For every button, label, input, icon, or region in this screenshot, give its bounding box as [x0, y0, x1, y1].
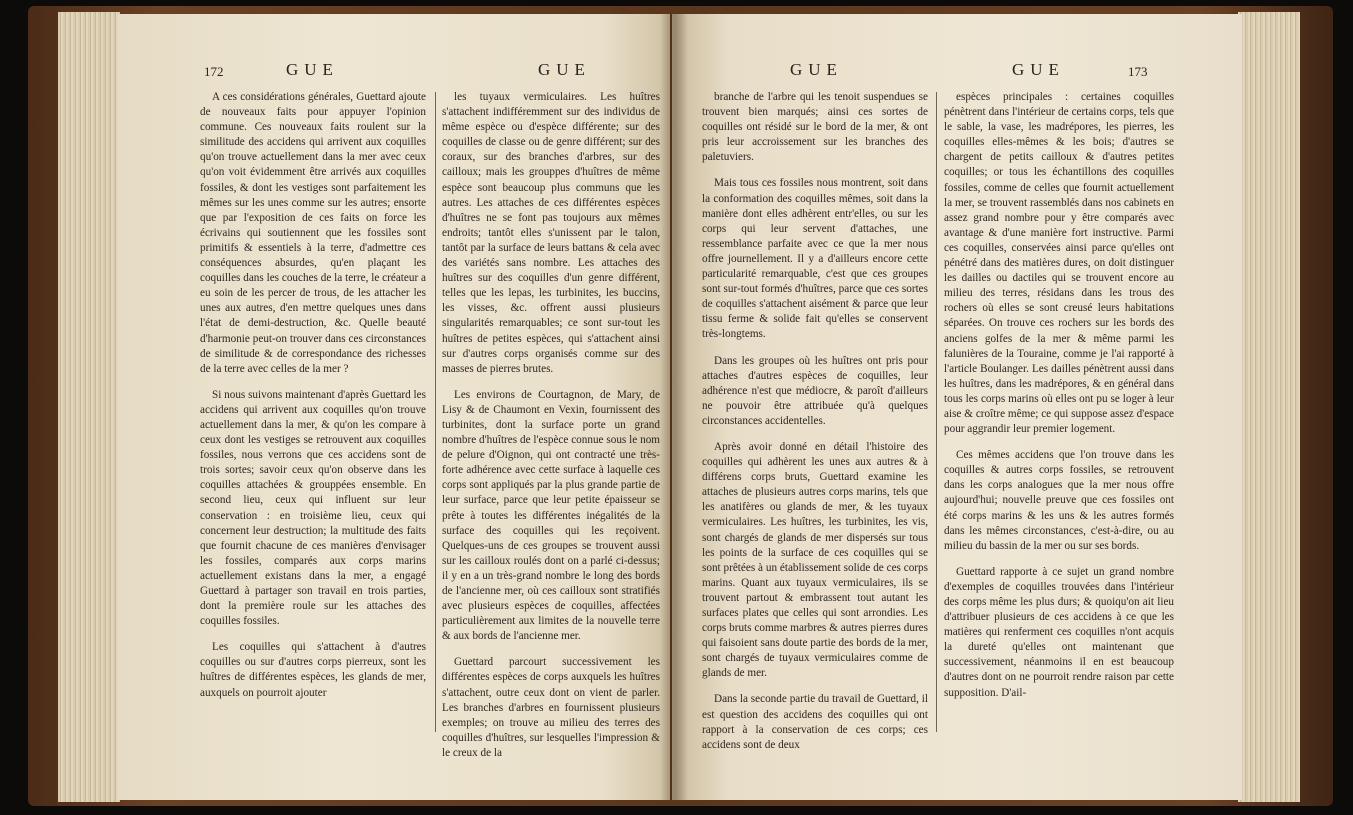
right-page [672, 14, 1242, 800]
running-header: GUE [1012, 60, 1065, 79]
paragraph: Les environs de Courtagnon, de Mary, de Lisy & de Chaumont en Vexin, fournissent des turbinites, dont la surface porte un grand nombre d'huîtres de l'espèce connue sous le nom de pelure d'Oignon, qui ont contracté une très-forte adhérence avec cette surface à laquelle ces corps sont appliqués par la plus grande partie de leur surface, parce que leur petite épaisseur se prête à toutes les différentes inégalités de la surface des coquilles qui les reçoivent. Quelques-uns de ces groupes se trouvent aussi sur les cailloux roulés dont on a parlé ci-dessus; il y en a un très-grand nombre le long des bords de l'ancienne mer, où ces cailloux sont stratifiés avec plusieurs espèces de coquilles, affectées particulièrement aux limites de la nouvelle terre & aux bords de l'ancienne mer. [442, 388, 660, 643]
left-page [118, 14, 670, 800]
paragraph: Si nous suivons maintenant d'après Guettard les accidens qui arrivent aux coquilles qu'on trouve actuellement dans la mer, & qu'on les compare à ceux dont les vestiges se retrouvent aux coquilles fossiles, nous verrons que ces accidens sont de trois sortes; savoir ceux qu'on observe dans les coquilles attachées & grouppées ensemble. En second lieu, ceux qui influent sur leur conservation : en troisième lieu, ceux qui concernent leur destruction; la multitude des faits que fournit chacune de ces manières d'envisager les fossiles, comparés aux corps marins actuellement existans dans la mer, a engagé Guettard à partager son travail en trois parties, dont la première roule sur les attaches des coquilles fossiles. [200, 388, 426, 628]
text-column [944, 90, 1174, 712]
text-column [200, 90, 426, 712]
book-gutter [660, 14, 688, 800]
column-rule [435, 92, 436, 732]
page-number: 173 [1128, 64, 1148, 79]
paragraph: A ces considérations générales, Guettard ajoute de nouveaux faits pour appuyer l'opinion commune. Ces nouveaux faits roulent sur la similitude des accidens qui arrivent aux coquilles qu'on trouve actuellement dans la mer avec ceux qu'on voit évidemment être arrivés aux coquilles fossiles, & dont les vestiges sont parfaitement les mêmes sur les unes comme sur les autres; ensorte que par l'exposition de ces faits on force les écrivains qui soutiennent que les fossiles sont primitifs & essentiels à la terre, d'admettre ces conséquences absurdes, qu'en plaçant les coquilles dans les couches de la terre, le créateur a eu soin de les percer de trous, de les attacher les unes aux autres, d'en mettre quelques unes dans l'état de demi-destruction, &c. Quelle beauté d'harmonie peut-on trouver dans ces circonstances de similitude & de correspondance des richesses de la terre avec celles de la mer ? [200, 91, 426, 375]
text-column [702, 90, 928, 764]
paragraph: branche de l'arbre qui les tenoit suspendues se trouvent bien marqués; ainsi ces sortes de coquilles ont résidé sur le bord de la mer, & ont pris leur accroissement sur les branches des paletuviers. [702, 91, 928, 164]
column-rule [936, 92, 937, 732]
right-page-edges [1238, 12, 1300, 802]
paragraph: Après avoir donné en détail l'histoire des coquilles qui adhèrent les unes aux autres & à différens corps bruts, Guettard examine les attaches de plusieurs autres corps marins, tels que les anatifères ou glands de mer, & les tuyaux vermiculaires. Les huîtres, les turbinites, les vis, sont chargés de glands de mer dispersés sur tous les points de la surface de ces coquilles qui se sont prêtées à un établissement solide de ces corps marins. Quant aux tuyaux vermiculaires, ils se trouvent partout & embrassent tout autant les surfaces plates que celles qui sont arrondies. Les corps bruts comme marbres & autres pierres dures qui faisoient sans doute partie des bords de la mer, sont chargés de tuyaux vermiculaires comme de glands de mer. [702, 440, 928, 680]
running-header: GUE [286, 60, 339, 79]
running-header: GUE [538, 60, 591, 79]
paragraph: Ces mêmes accidens que l'on trouve dans les coquilles & autres corps fossiles, se retrouvent dans les corps analogues que la mer nous offre aujourd'hui; nouvelle preuve que ces fossiles ont été corps marins & les uns & les autres formés dans les mêmes circonstances, c'est-à-dire, ou au milieu du bassin de la mer ou sur ses bords. [944, 449, 1174, 552]
left-page-edges [58, 12, 120, 802]
paragraph: les tuyaux vermiculaires. Les huîtres s'attachent indifféremment sur des individus de même espèce ou d'espèce différente; sur des coquilles de classe ou de genre différent; sur des coraux, sur des branches d'arbres, sur des cailloux; mais les grouppes d'huîtres de même espèce sont beaucoup plus communs que les autres. Les attaches de ces différentes espèces d'huîtres ne se font pas toujours aux mêmes endroits; tantôt elles s'unissent par le talon, tantôt par la surface de leurs battans & cela avec des variétés sans nombre. Les attaches des huîtres sur des coquilles d'un genre différent, telles que les lepas, les turbinites, les buccins, les visses, &c. offrent aussi plusieurs singularités remarquables; ce sont sur-tout les huîtres de petites espèces, qui s'attachent ainsi sur d'autres corps organisés comme sur des masses de pierres brutes. [442, 91, 660, 375]
text-column [442, 90, 660, 772]
paragraph: espèces principales : certaines coquilles pénètrent dans l'intérieur de certains corps, tels que le sable, la vase, les madrépores, les pierres, les coquilles elles-mêmes & les bois; d'autres se chargent de petits cailloux & d'autres petites coquilles; or tous les échantillons des coquilles fossiles, comme de celles que fournit actuellement la mer, se trouvent rassemblés dans nos cabinets en assez grand nombre pour y être comparés avec avantage & d'une manière fort instructive. Parmi ces coquilles, conservées ainsi parce qu'elles ont pénétré dans des matières dures, on doit distinguer les dailles ou dactiles qui se trouvent encore au milieu des terres, résidans dans les trous des rochers où elles se sont creusé leurs habitations séparées. On trouve ces rochers sur les bords des anciens golfes de la mer & même parmi les falunières de la Touraine, comme je l'ai rapporté à l'article Boulanger. Les dailles pénètrent aussi dans les huîtres, dans les madrépores, & en général dans tous les corps marins où elles ont pu se loger à leur aise & croître même; ce qui suppose assez d'espace pour aggrandir leur premier logement. [944, 91, 1174, 436]
page-number: 172 [204, 64, 224, 79]
paragraph: Dans la seconde partie du travail de Guettard, il est question des accidens des coquilles qui ont rapport à la conservation de ces corps; ces accidens sont de deux [702, 693, 928, 751]
paragraph: Les coquilles qui s'attachent à d'autres coquilles ou sur d'autres corps pierreux, sont les huîtres de différentes espèces, les glands de mer, auxquels on pourroit ajouter [200, 641, 426, 699]
paragraph: Guettard rapporte à ce sujet un grand nombre d'exemples de coquilles trouvées dans l'intérieur des corps même les plus durs; & quoiqu'on ait lieu d'attribuer plusieurs de ces accidens à ce que les matières qui renferment ces coquilles n'ont acquis la dureté qu'elles ont maintenant que successivement, néanmoins il en est beaucoup d'autres dont on ne pourroit rendre raison par cette supposition. D'ail- [944, 565, 1174, 699]
paragraph: Guettard parcourt successivement les différentes espèces de corps auxquels les huîtres s'attachent, outre ceux dont on vient de parler. Les branches d'arbres en fournissent plusieurs exemples; on trouve au milieu des terres des coquilles d'huîtres, sur lesquelles l'impression & le creux de la [442, 656, 660, 759]
running-header: GUE [790, 60, 843, 79]
paragraph: Dans les groupes où les huîtres ont pris pour attaches d'autres espèces de coquilles, leur adhérence n'est que médiocre, & paroît d'ailleurs ne pouvoir être attribuée qu'à quelques circonstances accidentelles. [702, 354, 928, 427]
paragraph: Mais tous ces fossiles nous montrent, soit dans la conformation des coquilles mêmes, soit dans la manière dont elles adhèrent entr'elles, ou sur les corps qui leur servent d'attaches, une ressemblance parfaite avec ce que la mer nous offre journellement. Il y a d'ailleurs encore cette particularité remarquable, c'est que ces groupes sont sur-tout formés d'huîtres, parce que ces sortes de coquilles s'attachent aisément & parce que leur tissu ferme & solide fait qu'elles se conservent très-longtems. [702, 177, 928, 341]
